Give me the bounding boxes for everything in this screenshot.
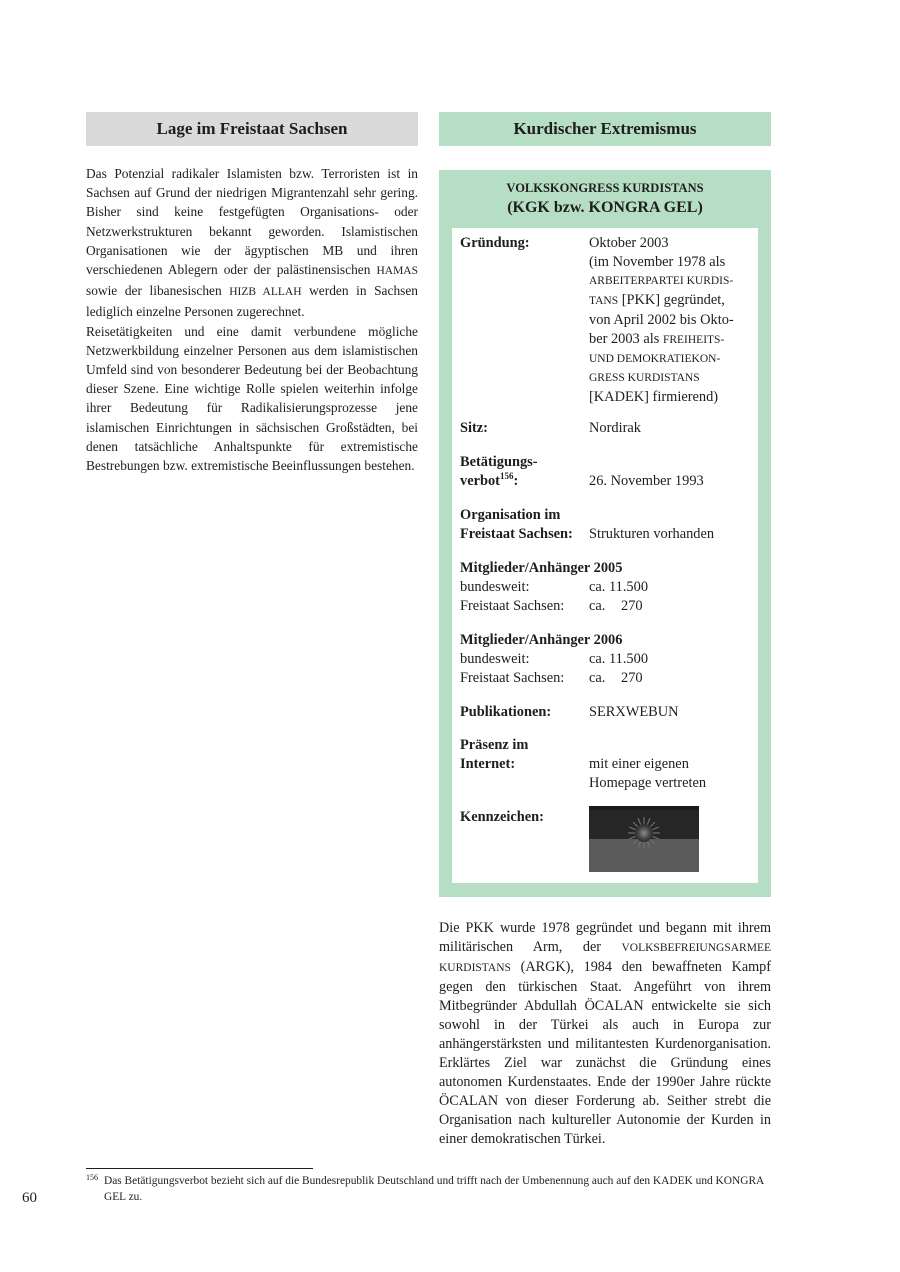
verbot-value: 26. November 1993 [589, 473, 704, 489]
footnote-ref: 156 [499, 471, 514, 482]
sitz-value: Nordirak [589, 420, 641, 436]
right-paragraph: Die PKK wurde 1978 gegründet und begann mit ihrem militärischen Arm, der VOLKSBEFREIUNGSARMEE KURDISTANS (ARGK), 1984 den bewaffneten Kampf gegen den türkischen Staat. Angeführt von ihrem Mitbegründer Abdullah ÖCALAN entwickelte sie sich sowohl in der Türkei als auch in Europa zur anhängerstärksten und militantesten Kurdenorganisation. Erklärtes Ziel war zunächst die Gründung eines autonomen Kurdenstaates. Ende der 1990er Jahre rückte ÖCALAN von dieser Forderung ab. Seither strebt die Organisation nach kultureller Autonomie der Kurden in einer demokratischen Türkei. [439, 920, 771, 1147]
members-2005-heading: Mitglieder/Anhänger 2005 [460, 560, 623, 576]
kgk-fact-table [452, 228, 758, 883]
left-section-header [86, 112, 418, 146]
members-2006-saxony-label: Freistaat Sachsen: [460, 670, 565, 686]
right-section-header [439, 112, 771, 146]
publications-value: SERXWEBUN [589, 704, 679, 720]
footnote [86, 1173, 771, 1205]
sitz-label: Sitz: [460, 420, 488, 436]
members-2006-federal-label: bundesweit: [460, 651, 530, 667]
members-2006-federal-value: ca. 11.500 [589, 651, 649, 667]
internet-label: Präsenz im Internet: [460, 737, 529, 772]
right-body-text [439, 919, 771, 1149]
kgk-fact-box [439, 170, 771, 897]
members-2005-federal-label: bundesweit: [460, 579, 530, 595]
kgk-flag-image [589, 806, 699, 872]
organisation-value: Strukturen vorhanden [589, 526, 715, 542]
footnote-text: Das Betätigungsverbot bezieht sich auf die Bundesrepublik Deutschland und trifft nach der Umbenennung auch auf den KADEK und KONGRA GEL zu. [104, 1175, 764, 1203]
internet-value: mit einer eigenen Homepage vertreten [589, 756, 707, 791]
footnote-separator [86, 1168, 313, 1169]
left-body-text [86, 164, 418, 475]
kennzeichen-label: Kennzeichen: [460, 809, 544, 825]
publications-label: Publikationen: [460, 704, 552, 720]
members-2005-federal-value: ca. 11.500 [589, 579, 649, 595]
organisation-label: Organisation im Freistaat Sachsen: [460, 507, 573, 542]
members-2006-heading: Mitglieder/Anhänger 2006 [460, 632, 623, 648]
kgk-title: VOLKSKONGRESS KURDISTANS (KGK bzw. KONGRA GEL) [506, 181, 704, 216]
verbot-label: Betätigungs- verbot$^{156}$: [460, 454, 538, 489]
members-2005-saxony-value: ca. 270 [589, 598, 643, 614]
members-2005-saxony-label: Freistaat Sachsen: [460, 598, 565, 614]
left-section-title: Lage im Freistaat Sachsen [156, 119, 348, 138]
right-section-title: Kurdischer Extremismus [513, 119, 697, 138]
members-2006-saxony-value: ca. 270 [589, 670, 643, 686]
footnote-number: 156 [86, 1173, 98, 1182]
gruendung-value: Oktober 2003 (im November 1978 als ARBEITERPARTEI KURDIS- TANS [PKK] gegründet, von April 2002 bis Okto- ber 2003 als FREIHEITS- UND DEMOKRATIEKON- GRESS KURDISTANS [KADEK] firmierend) [589, 235, 734, 405]
gruendung-label: Gründung: [460, 235, 530, 251]
left-paragraph-1: Das Potenzial radikaler Islamisten bzw. Terroristen ist in Sachsen auf Grund der niedrigen Migrantenzahl sehr gering. Bisher sind keine festgefügten Organisations- oder Netzwerkstrukturen bekannt geworden. Islamistischen Organisationen wie der ägyptischen MB und ihren verschiedenen Ablegern oder der palästinensischen HAMAS sowie der libanesischen HIZB ALLAH werden in Sachsen lediglich einzelne Personen zugerechnet. [86, 166, 418, 320]
left-paragraph-2: Reisetätigkeiten und eine damit verbundene mögliche Netzwerkbildung einzelner Personen aus dem islamistischen Umfeld sind von besonderer Bedeutung bei der Beobachtung dieser Szene. Eine wichtige Rolle spielen weiterhin infolge ihrer Bedeutung für Radikalisierungsprozesse jene islamischen Einrichtungen in sächsischen Großstädten, bei denen tatsächliche Anhaltspunkte für extremistische Bestrebungen bzw. extremistische Beeinflussungen bestehen. [86, 323, 418, 474]
page-number: 60 [22, 1190, 37, 1206]
